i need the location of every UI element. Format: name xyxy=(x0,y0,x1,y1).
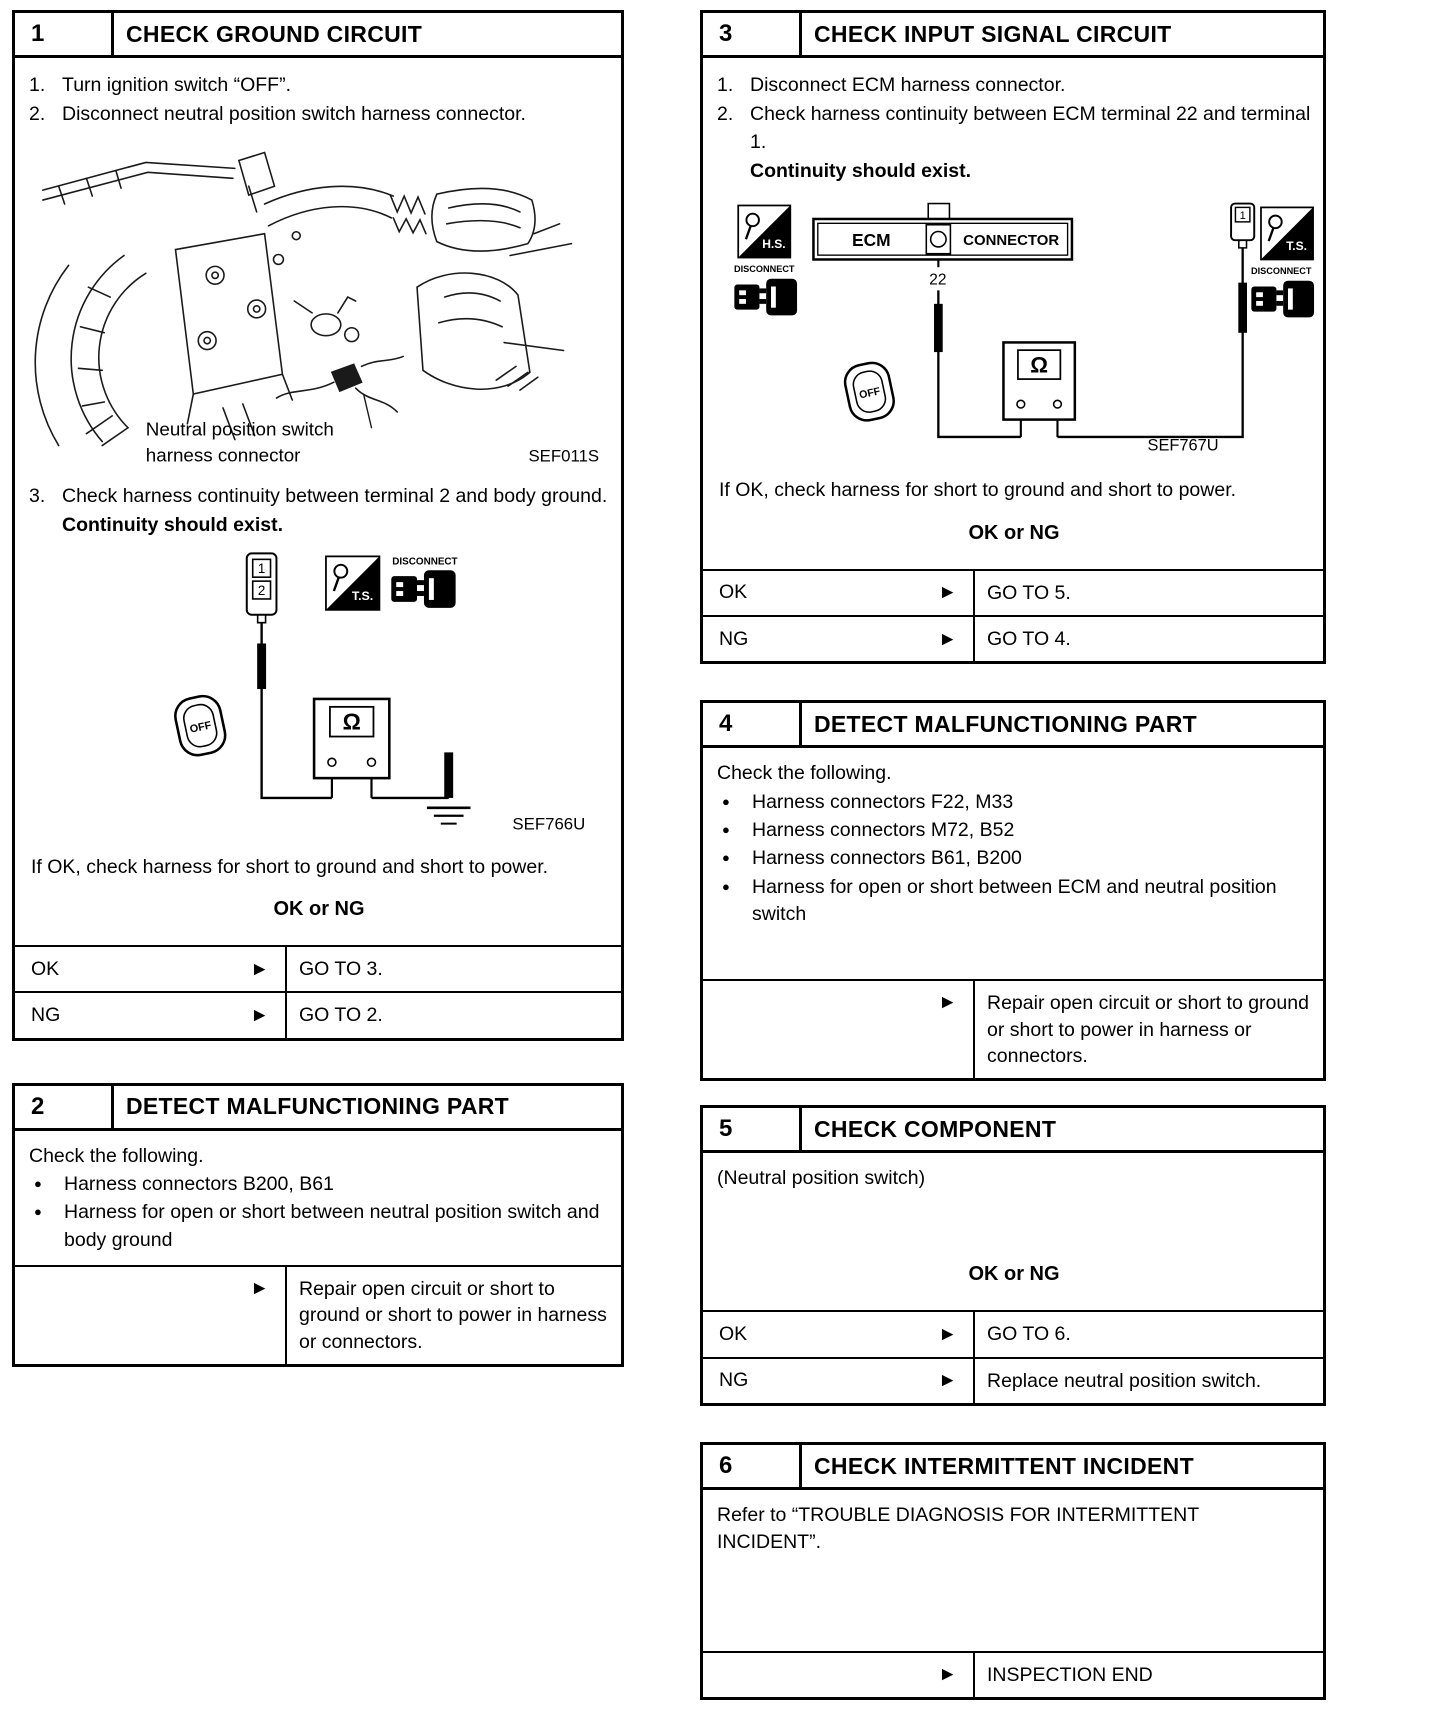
bullet-icon xyxy=(29,1171,64,1198)
result-label: NG xyxy=(31,1004,61,1027)
svg-text:1: 1 xyxy=(257,561,266,577)
terminal-number: 22 xyxy=(929,271,947,289)
step-text: Check harness continuity between ECM terminal 22 and terminal 1. xyxy=(750,103,1311,153)
arrow-icon: ► xyxy=(938,582,957,604)
component-text: (Neutral position switch) xyxy=(717,1167,926,1190)
result-action: GO TO 6. xyxy=(973,1312,1323,1356)
reference-text: Refer to “TROUBLE DIAGNOSIS FOR INTERMITTENT INCIDENT”. xyxy=(717,1504,1199,1554)
procedure-box-3 xyxy=(700,10,1326,664)
step-number: 2. xyxy=(717,103,734,126)
note-text: If OK, check harness for short to ground and short to power. xyxy=(719,479,1237,502)
step-item xyxy=(29,101,609,128)
procedure-header xyxy=(703,703,1323,748)
result-label: NG xyxy=(719,1369,749,1392)
procedure-header xyxy=(15,1086,621,1131)
procedure-box-1 xyxy=(12,10,624,1041)
figure-ref: SEF766U xyxy=(512,815,586,835)
result-row xyxy=(703,1310,1323,1356)
procedure-body xyxy=(15,1131,621,1265)
figure-caption: Neutral position switch xyxy=(145,418,334,440)
step-text: Disconnect ECM harness connector. xyxy=(750,74,1066,96)
hs-badge-icon xyxy=(738,206,790,258)
result-action: GO TO 4. xyxy=(973,617,1323,661)
bullet-icon xyxy=(717,874,752,929)
ignition-off-icon xyxy=(172,693,228,759)
bullet-item: ● Harness for open or short between neutral position switch and body ground xyxy=(29,1199,609,1254)
arrow-icon: ► xyxy=(938,1370,957,1392)
svg-text:T.S.: T.S. xyxy=(1286,239,1308,254)
svg-text:1: 1 xyxy=(1239,210,1246,223)
continuity-test-diagram xyxy=(29,547,615,837)
test-lead-right xyxy=(1057,248,1247,437)
ground-symbol-icon xyxy=(371,753,470,824)
step-item xyxy=(29,483,609,510)
procedure-number: 6 xyxy=(703,1445,802,1487)
arrow-icon: ► xyxy=(250,1005,269,1027)
arrow-icon: ► xyxy=(938,628,957,650)
bullet-icon xyxy=(29,1199,64,1254)
engine-figure xyxy=(29,137,609,477)
svg-text:OFF: OFF xyxy=(858,385,882,402)
procedure-number: 2 xyxy=(15,1086,114,1128)
procedure-box-4 xyxy=(700,700,1326,1081)
disconnect-label: DISCONNECT xyxy=(392,556,458,568)
figure-caption: harness connector xyxy=(145,443,301,465)
bullet-icon xyxy=(717,789,752,816)
step-number: 1. xyxy=(29,74,46,96)
ecm-continuity-diagram xyxy=(717,193,1315,461)
step-emphasis: Continuity should exist. xyxy=(750,159,972,182)
ts-badge-icon xyxy=(326,557,379,610)
procedure-header xyxy=(15,13,621,58)
procedure-number: 3 xyxy=(703,13,802,55)
note-text: If OK, check harness for short to ground and short to power. xyxy=(31,855,549,878)
result-label: OK xyxy=(31,957,60,980)
result-row xyxy=(15,991,621,1037)
action-row xyxy=(703,979,1323,1078)
action-row xyxy=(703,1651,1323,1697)
procedure-title: CHECK GROUND CIRCUIT xyxy=(126,20,423,47)
result-label: NG xyxy=(719,627,749,650)
disconnect-connector-icon xyxy=(1251,281,1314,318)
result-label: OK xyxy=(719,1323,748,1346)
step-item xyxy=(717,72,1311,99)
step-number: 3. xyxy=(29,484,46,507)
procedure-header xyxy=(703,1108,1323,1153)
procedure-title: CHECK INTERMITTENT INCIDENT xyxy=(814,1452,1194,1479)
svg-text:T.S.: T.S. xyxy=(351,589,374,604)
arrow-icon: ► xyxy=(938,992,957,1014)
intro-text: Check the following. xyxy=(717,762,892,785)
ignition-off-icon xyxy=(842,360,897,424)
arrow-icon: ► xyxy=(938,1664,957,1686)
disconnect-connector-icon xyxy=(391,571,455,609)
procedure-number: 1 xyxy=(15,13,114,55)
result-action: GO TO 3. xyxy=(285,947,621,991)
procedure-number: 5 xyxy=(703,1108,802,1150)
engine-illustration xyxy=(29,137,615,469)
procedure-title: DETECT MALFUNCTIONING PART xyxy=(126,1093,510,1120)
procedure-body xyxy=(703,1490,1323,1651)
step-text: Turn ignition switch “OFF”. xyxy=(62,74,291,96)
intro-text: Check the following. xyxy=(29,1144,204,1167)
procedure-body xyxy=(15,58,621,945)
result-label: OK xyxy=(719,581,748,604)
verdict-label: OK or NG xyxy=(968,1263,1060,1286)
step-number: 1. xyxy=(717,74,734,96)
arrow-icon: ► xyxy=(250,1277,269,1299)
left-column xyxy=(12,10,624,1367)
step-text: Disconnect neutral position switch harness connector. xyxy=(62,103,526,126)
test-lead-left xyxy=(934,291,1021,438)
step-number: 2. xyxy=(29,103,46,126)
svg-text:Ω: Ω xyxy=(1030,352,1049,378)
bullet-icon xyxy=(717,817,752,844)
bullet-icon xyxy=(717,845,752,872)
verdict-label: OK or NG xyxy=(273,898,365,921)
procedure-body xyxy=(703,1153,1323,1310)
result-row xyxy=(703,615,1323,661)
bullet-item: ● Harness connectors B200, B61 xyxy=(29,1171,609,1198)
procedure-box-5 xyxy=(700,1105,1326,1406)
bullet-item: ● Harness connectors M72, B52 xyxy=(717,817,1311,844)
verdict-label: OK or NG xyxy=(968,521,1060,544)
action-text: Repair open circuit or short to ground or short to power in harness or connectors. xyxy=(973,981,1323,1078)
action-text: Repair open circuit or short to ground or short to power in harness or connectors. xyxy=(285,1267,621,1364)
disconnect-label: DISCONNECT xyxy=(1250,266,1312,277)
result-action: GO TO 5. xyxy=(973,571,1323,615)
ecm-test-figure xyxy=(717,193,1311,469)
procedure-body xyxy=(703,748,1323,979)
procedure-header xyxy=(703,13,1323,58)
procedure-title: CHECK INPUT SIGNAL CIRCUIT xyxy=(814,20,1172,47)
test-lead-left xyxy=(257,623,332,798)
procedure-title: CHECK COMPONENT xyxy=(814,1115,1057,1142)
action-row xyxy=(15,1265,621,1364)
procedure-header xyxy=(703,1445,1323,1490)
svg-text:2: 2 xyxy=(257,583,266,599)
svg-text:CONNECTOR: CONNECTOR xyxy=(963,232,1060,250)
procedure-number: 4 xyxy=(703,703,802,745)
disconnect-label: DISCONNECT xyxy=(733,264,795,275)
step-text: Check harness continuity between terminal 2 and body ground. xyxy=(62,484,608,507)
svg-text:Ω: Ω xyxy=(342,709,361,736)
step-emphasis: Continuity should exist. xyxy=(62,514,284,537)
figure-ref: SEF767U xyxy=(1147,436,1219,455)
procedure-body xyxy=(703,58,1323,569)
right-column xyxy=(700,10,1326,1700)
step-item xyxy=(29,72,609,99)
arrow-icon: ► xyxy=(938,1324,957,1346)
result-row xyxy=(703,1357,1323,1403)
bullet-item: ● Harness connectors B61, B200 xyxy=(717,845,1311,872)
procedure-title: DETECT MALFUNCTIONING PART xyxy=(814,710,1198,737)
result-row xyxy=(15,945,621,991)
action-text: INSPECTION END xyxy=(973,1653,1323,1697)
svg-text:ECM: ECM xyxy=(852,230,891,251)
bullet-item: ● Harness connectors F22, M33 xyxy=(717,789,1311,816)
result-action: GO TO 2. xyxy=(285,993,621,1037)
ts-badge-icon xyxy=(1261,208,1313,260)
figure-ref: SEF011S xyxy=(528,445,600,465)
svg-text:H.S.: H.S. xyxy=(762,237,786,252)
result-action: Replace neutral position switch. xyxy=(973,1359,1323,1403)
step-item xyxy=(717,101,1311,156)
bullet-item: ● Harness for open or short between ECM and neutral position switch xyxy=(717,874,1311,929)
disconnect-connector-icon xyxy=(734,279,797,316)
procedure-box-6 xyxy=(700,1442,1326,1700)
svg-text:OFF: OFF xyxy=(188,719,213,737)
result-row xyxy=(703,569,1323,615)
arrow-icon: ► xyxy=(250,958,269,980)
procedure-box-2 xyxy=(12,1083,624,1367)
continuity-test-figure xyxy=(29,547,609,845)
